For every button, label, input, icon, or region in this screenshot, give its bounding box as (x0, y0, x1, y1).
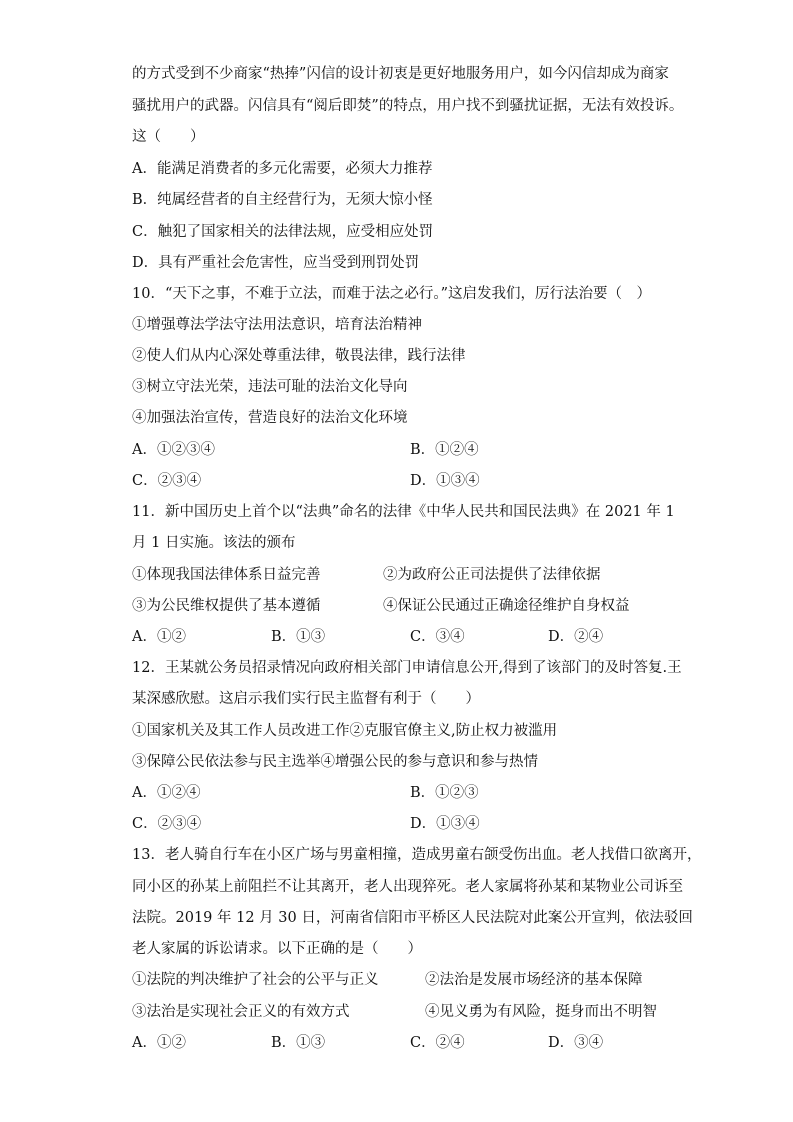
q11-statement-2: ②为政府公正司法提供了法律依据 (383, 567, 601, 583)
q13-stem-line1: 13．老人骑自行车在小区广场与男童相撞，造成男童右颌受伤出血。老人找借口欲离开， (132, 847, 702, 863)
q13-statement-2: ②法治是发展市场经济的基本保障 (425, 972, 643, 988)
q11-option-b: B．①③ (271, 629, 326, 645)
q12-stem-line1: 12．王某就公务员招录情况向政府相关部门申请信息公开,得到了该部门的及时答复.王 (132, 660, 682, 676)
q11-stem-line1: 11．新中国历史上首个以“法典”命名的法律《中华人民共和国民法典》在 2021 年 1 (132, 504, 675, 520)
q9-option-a: A．能满足消费者的多元化需要，必须大力推荐 (132, 161, 433, 177)
q10-option-d: D．①③④ (410, 473, 480, 489)
q10-statement-4: ④加强法治宣传，营造良好的法治文化环境 (132, 410, 408, 426)
q12-option-c: C．②③④ (132, 816, 202, 832)
q11-option-a: A．①② (132, 629, 186, 645)
q9-text-line2: 骚扰用户的武器。闪信具有“阅后即焚”的特点，用户找不到骚扰证据，无法有效投诉。 (132, 98, 684, 114)
q11-option-c: C．③④ (410, 629, 465, 645)
q9-option-c: C．触犯了国家相关的法律法规，应受相应处罚 (132, 224, 434, 240)
q13-stem-line3: 法院。2019 年 12 月 30 日，河南省信阳市平桥区人民法院对此案公开宣判，依法驳回 (132, 910, 693, 926)
q12-option-b: B．①②③ (410, 785, 479, 801)
q13-option-a: A．①② (132, 1035, 186, 1051)
q12-statements-3-4: ③保障公民依法参与民主选举④增强公民的参与意识和参与热情 (132, 754, 538, 770)
q11-statement-3: ③为公民维权提供了基本遵循 (132, 598, 321, 614)
q12-stem-line2: 某深感欣慰。这启示我们实行民主监督有利于（ ） (132, 691, 480, 707)
q12-option-d: D．①③④ (410, 816, 480, 832)
q13-option-b: B．①③ (271, 1035, 326, 1051)
q13-option-c: C．②④ (410, 1035, 465, 1051)
q13-stem-line4: 老人家属的诉讼请求。以下正确的是（ ） (132, 941, 422, 957)
q9-option-d: D．具有严重社会危害性，应当受到刑罚处罚 (132, 255, 420, 271)
q10-option-c: C．②③④ (132, 473, 202, 489)
q10-statement-1: ①增强尊法学法守法用法意识，培育法治精神 (132, 317, 422, 333)
q11-stem-line2: 月 1 日实施。该法的颁布 (132, 535, 296, 551)
q12-statements-1-2: ①国家机关及其工作人员改进工作②克服官僚主义,防止权力被滥用 (132, 723, 558, 739)
q13-stem-line2: 同小区的孙某上前阻拦不让其离开，老人出现猝死。老人家属将孙某和某物业公司诉至 (132, 879, 683, 895)
q9-option-b: B．纯属经营者的自主经营行为，无须大惊小怪 (132, 192, 433, 208)
q13-statement-3: ③法治是实现社会正义的有效方式 (132, 1004, 350, 1020)
q10-stem: 10．“天下之事，不难于立法，而难于法之必行。”这启发我们，厉行法治要（ ） (132, 286, 652, 302)
q11-option-d: D．②④ (548, 629, 604, 645)
q9-text-line1: 的方式受到不少商家“热捧”闪信的设计初衷是更好地服务用户，如今闪信却成为商家 (132, 66, 669, 82)
q13-option-d: D．③④ (548, 1035, 604, 1051)
q10-option-a: A．①②③④ (132, 442, 215, 458)
q12-option-a: A．①②④ (132, 785, 201, 801)
q11-statement-1: ①体现我国法律体系日益完善 (132, 567, 321, 583)
q10-statement-2: ②使人们从内心深处尊重法律，敬畏法律，践行法律 (132, 348, 466, 364)
q10-statement-3: ③树立守法光荣，违法可耻的法治文化导向 (132, 379, 408, 395)
q10-option-b: B．①②④ (410, 442, 479, 458)
q11-statement-4: ④保证公民通过正确途径维护自身权益 (383, 598, 630, 614)
q13-statement-4: ④见义勇为有风险，挺身而出不明智 (425, 1004, 657, 1020)
q9-text-line3: 这（ ） (132, 129, 205, 145)
q13-statement-1: ①法院的判决维护了社会的公平与正义 (132, 972, 379, 988)
